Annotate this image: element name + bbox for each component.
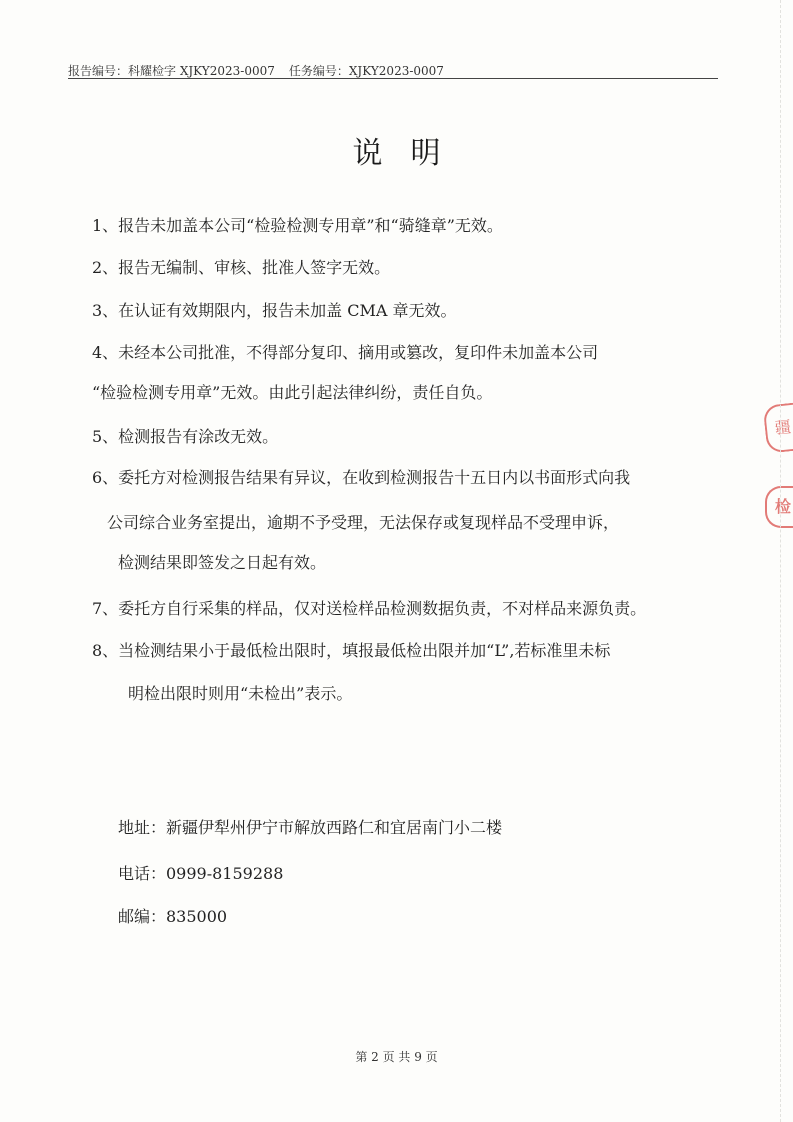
company-address: 地址：新疆伊犁州伊宁市解放西路仁和宜居南门小二楼 bbox=[118, 818, 503, 837]
statement-5: 5、检测报告有涂改无效。 bbox=[92, 427, 279, 446]
statement-8-continued: 明检出限时则用“未检出”表示。 bbox=[128, 684, 353, 703]
statement-1: 1、报告未加盖本公司“检验检测专用章”和“骑缝章”无效。 bbox=[92, 216, 503, 235]
statement-7: 7、委托方自行采集的样品，仅对送检样品检测数据负责，不对样品来源负责。 bbox=[92, 599, 647, 618]
statement-8: 8、当检测结果小于最低检出限时，填报最低检出限并加“L”,若标准里未标 bbox=[92, 641, 611, 660]
company-postcode: 邮编：835000 bbox=[118, 907, 228, 926]
page-edge-mark bbox=[780, 0, 781, 1122]
page-title: 说明 bbox=[352, 136, 469, 171]
task-number: 任务编号：XJKY2023-0007 bbox=[288, 64, 444, 78]
page-number: 第 2 页 共 9 页 bbox=[355, 1050, 438, 1064]
company-phone: 电话：0999-8159288 bbox=[118, 864, 284, 883]
header-rule bbox=[68, 78, 718, 79]
seam-stamp-bottom: 检 bbox=[765, 486, 793, 528]
statement-6-continued-1: 公司综合业务室提出，逾期不予受理，无法保存或复现样品不受理申诉， bbox=[107, 513, 620, 532]
statement-4: 4、未经本公司批准，不得部分复印、摘用或篡改，复印件未加盖本公司 bbox=[92, 343, 599, 362]
statement-6-continued-2: 检测结果即签发之日起有效。 bbox=[118, 553, 327, 572]
statement-2: 2、报告无编制、审核、批准人签字无效。 bbox=[92, 258, 391, 277]
statement-6: 6、委托方对检测报告结果有异议，在收到检测报告十五日内以书面形式向我 bbox=[92, 468, 631, 487]
seam-stamp-top: 疆 bbox=[763, 402, 793, 453]
report-header bbox=[68, 62, 444, 79]
statement-4-continued: “检验检测专用章”无效。由此引起法律纠纷，责任自负。 bbox=[92, 383, 493, 402]
statement-3: 3、在认证有效期限内，报告未加盖 CMA 章无效。 bbox=[92, 301, 457, 320]
report-number: 报告编号：科耀检字 XJKY2023-0007 bbox=[68, 64, 275, 78]
